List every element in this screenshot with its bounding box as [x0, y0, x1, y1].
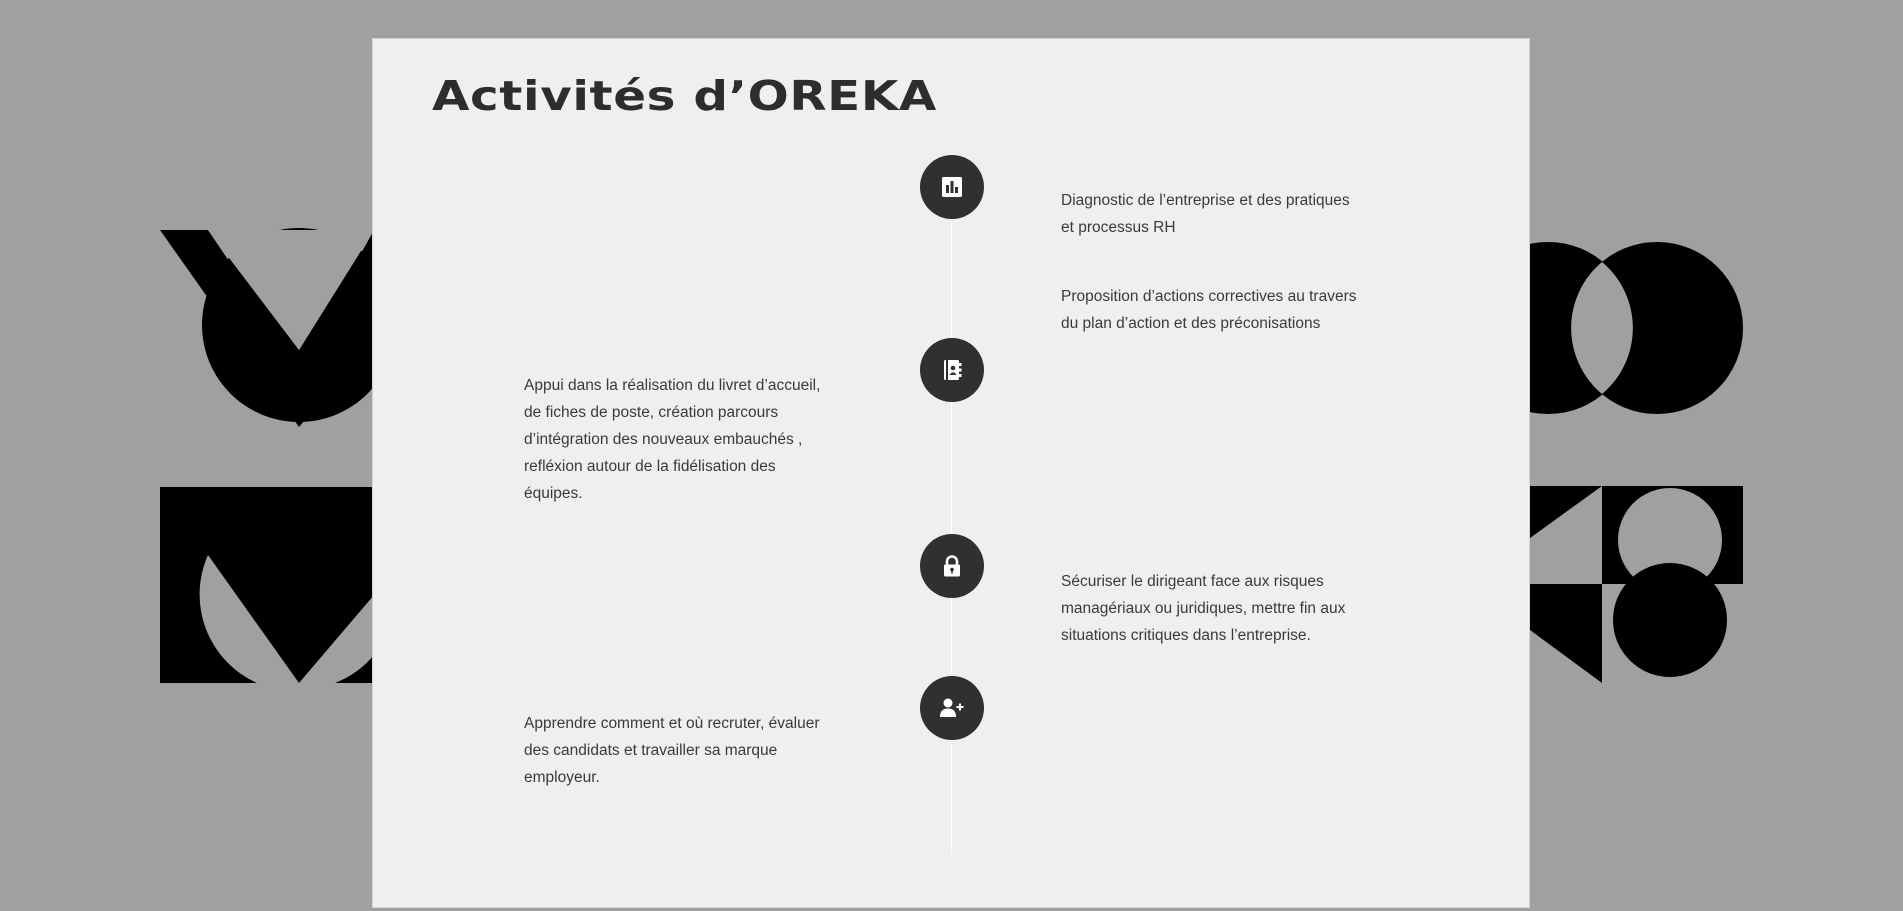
address-book-icon: [940, 358, 964, 382]
timeline-paragraph: Proposition d’actions correctives au travers du plan d’action et des préconisations: [1061, 288, 1357, 332]
background-art-right: [1530, 240, 1745, 685]
timeline-paragraph: Apprendre comment et où recruter, évaluer des candidats et travailler sa marque employeur.: [524, 715, 820, 786]
timeline-item-diagnostic: [1061, 160, 1391, 379]
art-triangle: [1530, 584, 1602, 683]
timeline-node-recruitment: [920, 676, 984, 740]
art-circle: [1613, 563, 1727, 677]
art-triangle: [1530, 486, 1602, 538]
activities-modal: [372, 38, 1530, 908]
lock-icon: [941, 554, 963, 578]
timeline-node-security: [920, 534, 984, 598]
timeline-item-security: [1061, 541, 1391, 691]
timeline-paragraph: Diagnostic de l’entreprise et des pratiques et processus RH: [1061, 192, 1350, 236]
timeline-item-onboarding: [524, 345, 854, 549]
page-title: Activités d’OREKA: [432, 72, 937, 120]
bar-chart-icon: [941, 176, 963, 198]
timeline-paragraph: Sécuriser le dirigeant face aux risques managériaux ou juridiques, mettre fin aux situations critiques dans l’entreprise.: [1061, 573, 1346, 644]
user-plus-icon: [939, 697, 965, 719]
timeline-node-onboarding: [920, 338, 984, 402]
timeline-paragraph: Appui dans la réalisation du livret d’accueil, de fiches de poste, création parcours d’intégration des nouveaux embauchés , refléxion autour de la fidélisation des équipes.: [524, 377, 821, 502]
timeline-item-recruitment: [524, 683, 854, 833]
timeline-line: [951, 189, 952, 854]
timeline-node-diagnostic: [920, 155, 984, 219]
background-art-left: [160, 225, 374, 685]
